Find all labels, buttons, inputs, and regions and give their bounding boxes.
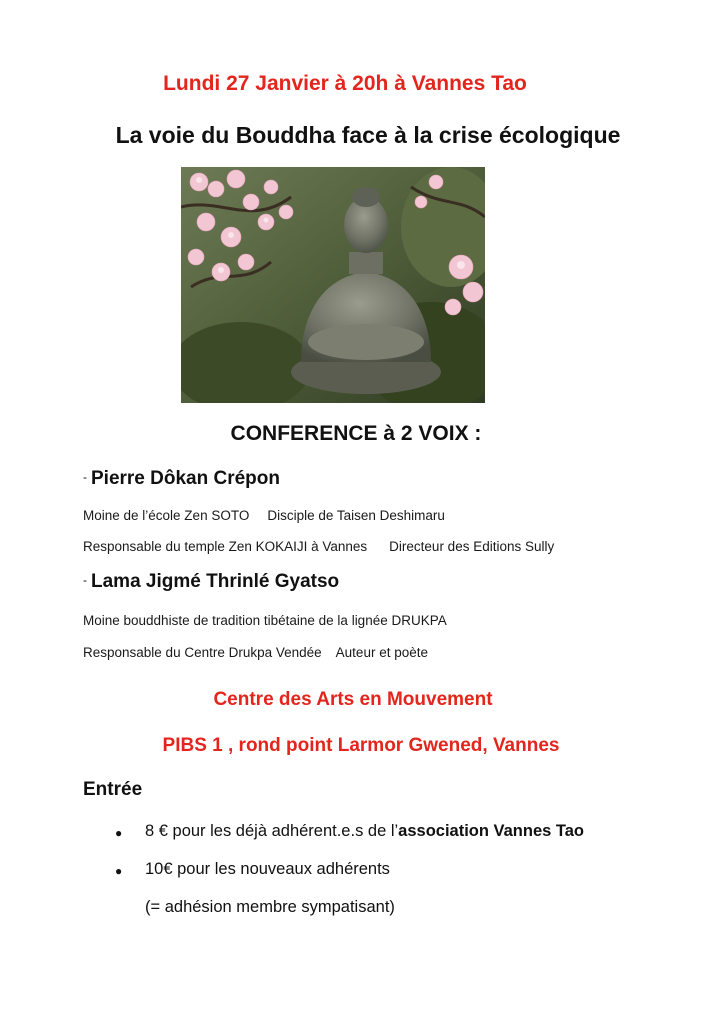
price-item-members — [145, 822, 584, 841]
venue-address: PIBS 1 , rond point Larmor Gwened, Vannes — [162, 735, 560, 756]
entry-heading: Entrée — [83, 779, 143, 800]
conference-heading: CONFERENCE à 2 VOIX : — [230, 422, 482, 445]
association-name: association Vannes Tao — [398, 822, 585, 840]
price-text: 8 € pour les déjà adhérent.e.s de l’ — [145, 822, 399, 840]
speaker-dash: - — [83, 470, 87, 484]
detail-text: Auteur et poète — [335, 645, 428, 660]
speaker-2-detail-line — [83, 645, 428, 660]
detail-text: Moine bouddhiste de tradition tibétaine de la lignée DRUKPA — [83, 613, 447, 628]
price-note: (= adhésion membre sympatisant) — [145, 898, 395, 916]
detail-text: Responsable du Centre Drukpa Vendée — [83, 645, 322, 660]
venue-name: Centre des Arts en Mouvement — [213, 689, 493, 710]
detail-text: Moine de l’école Zen SOTO — [83, 508, 250, 523]
detail-text: Responsable du temple Zen KOKAIJI à Vannes — [83, 539, 368, 554]
speaker-1-detail-line — [83, 508, 445, 523]
speaker-1-name — [83, 468, 280, 490]
buddha-statue-photo — [181, 167, 485, 403]
bullet-icon: ● — [115, 826, 123, 840]
speaker-2-detail-line — [83, 613, 447, 628]
event-date-line: Lundi 27 Janvier à 20h à Vannes Tao — [163, 72, 527, 95]
event-title: La voie du Bouddha face à la crise écologique — [115, 122, 621, 148]
speaker-name: Pierre Dôkan Crépon — [91, 468, 280, 489]
speaker-1-detail-line — [83, 539, 554, 554]
price-item-new-members: 10€ pour les nouveaux adhérents — [145, 860, 390, 878]
speaker-dash: - — [83, 573, 87, 587]
detail-text: Disciple de Taisen Deshimaru — [267, 508, 445, 523]
detail-text: Directeur des Editions Sully — [389, 539, 555, 554]
speaker-name: Lama Jigmé Thrinlé Gyatso — [91, 571, 340, 592]
speaker-2-name — [83, 571, 339, 593]
bullet-icon: ● — [115, 864, 123, 878]
